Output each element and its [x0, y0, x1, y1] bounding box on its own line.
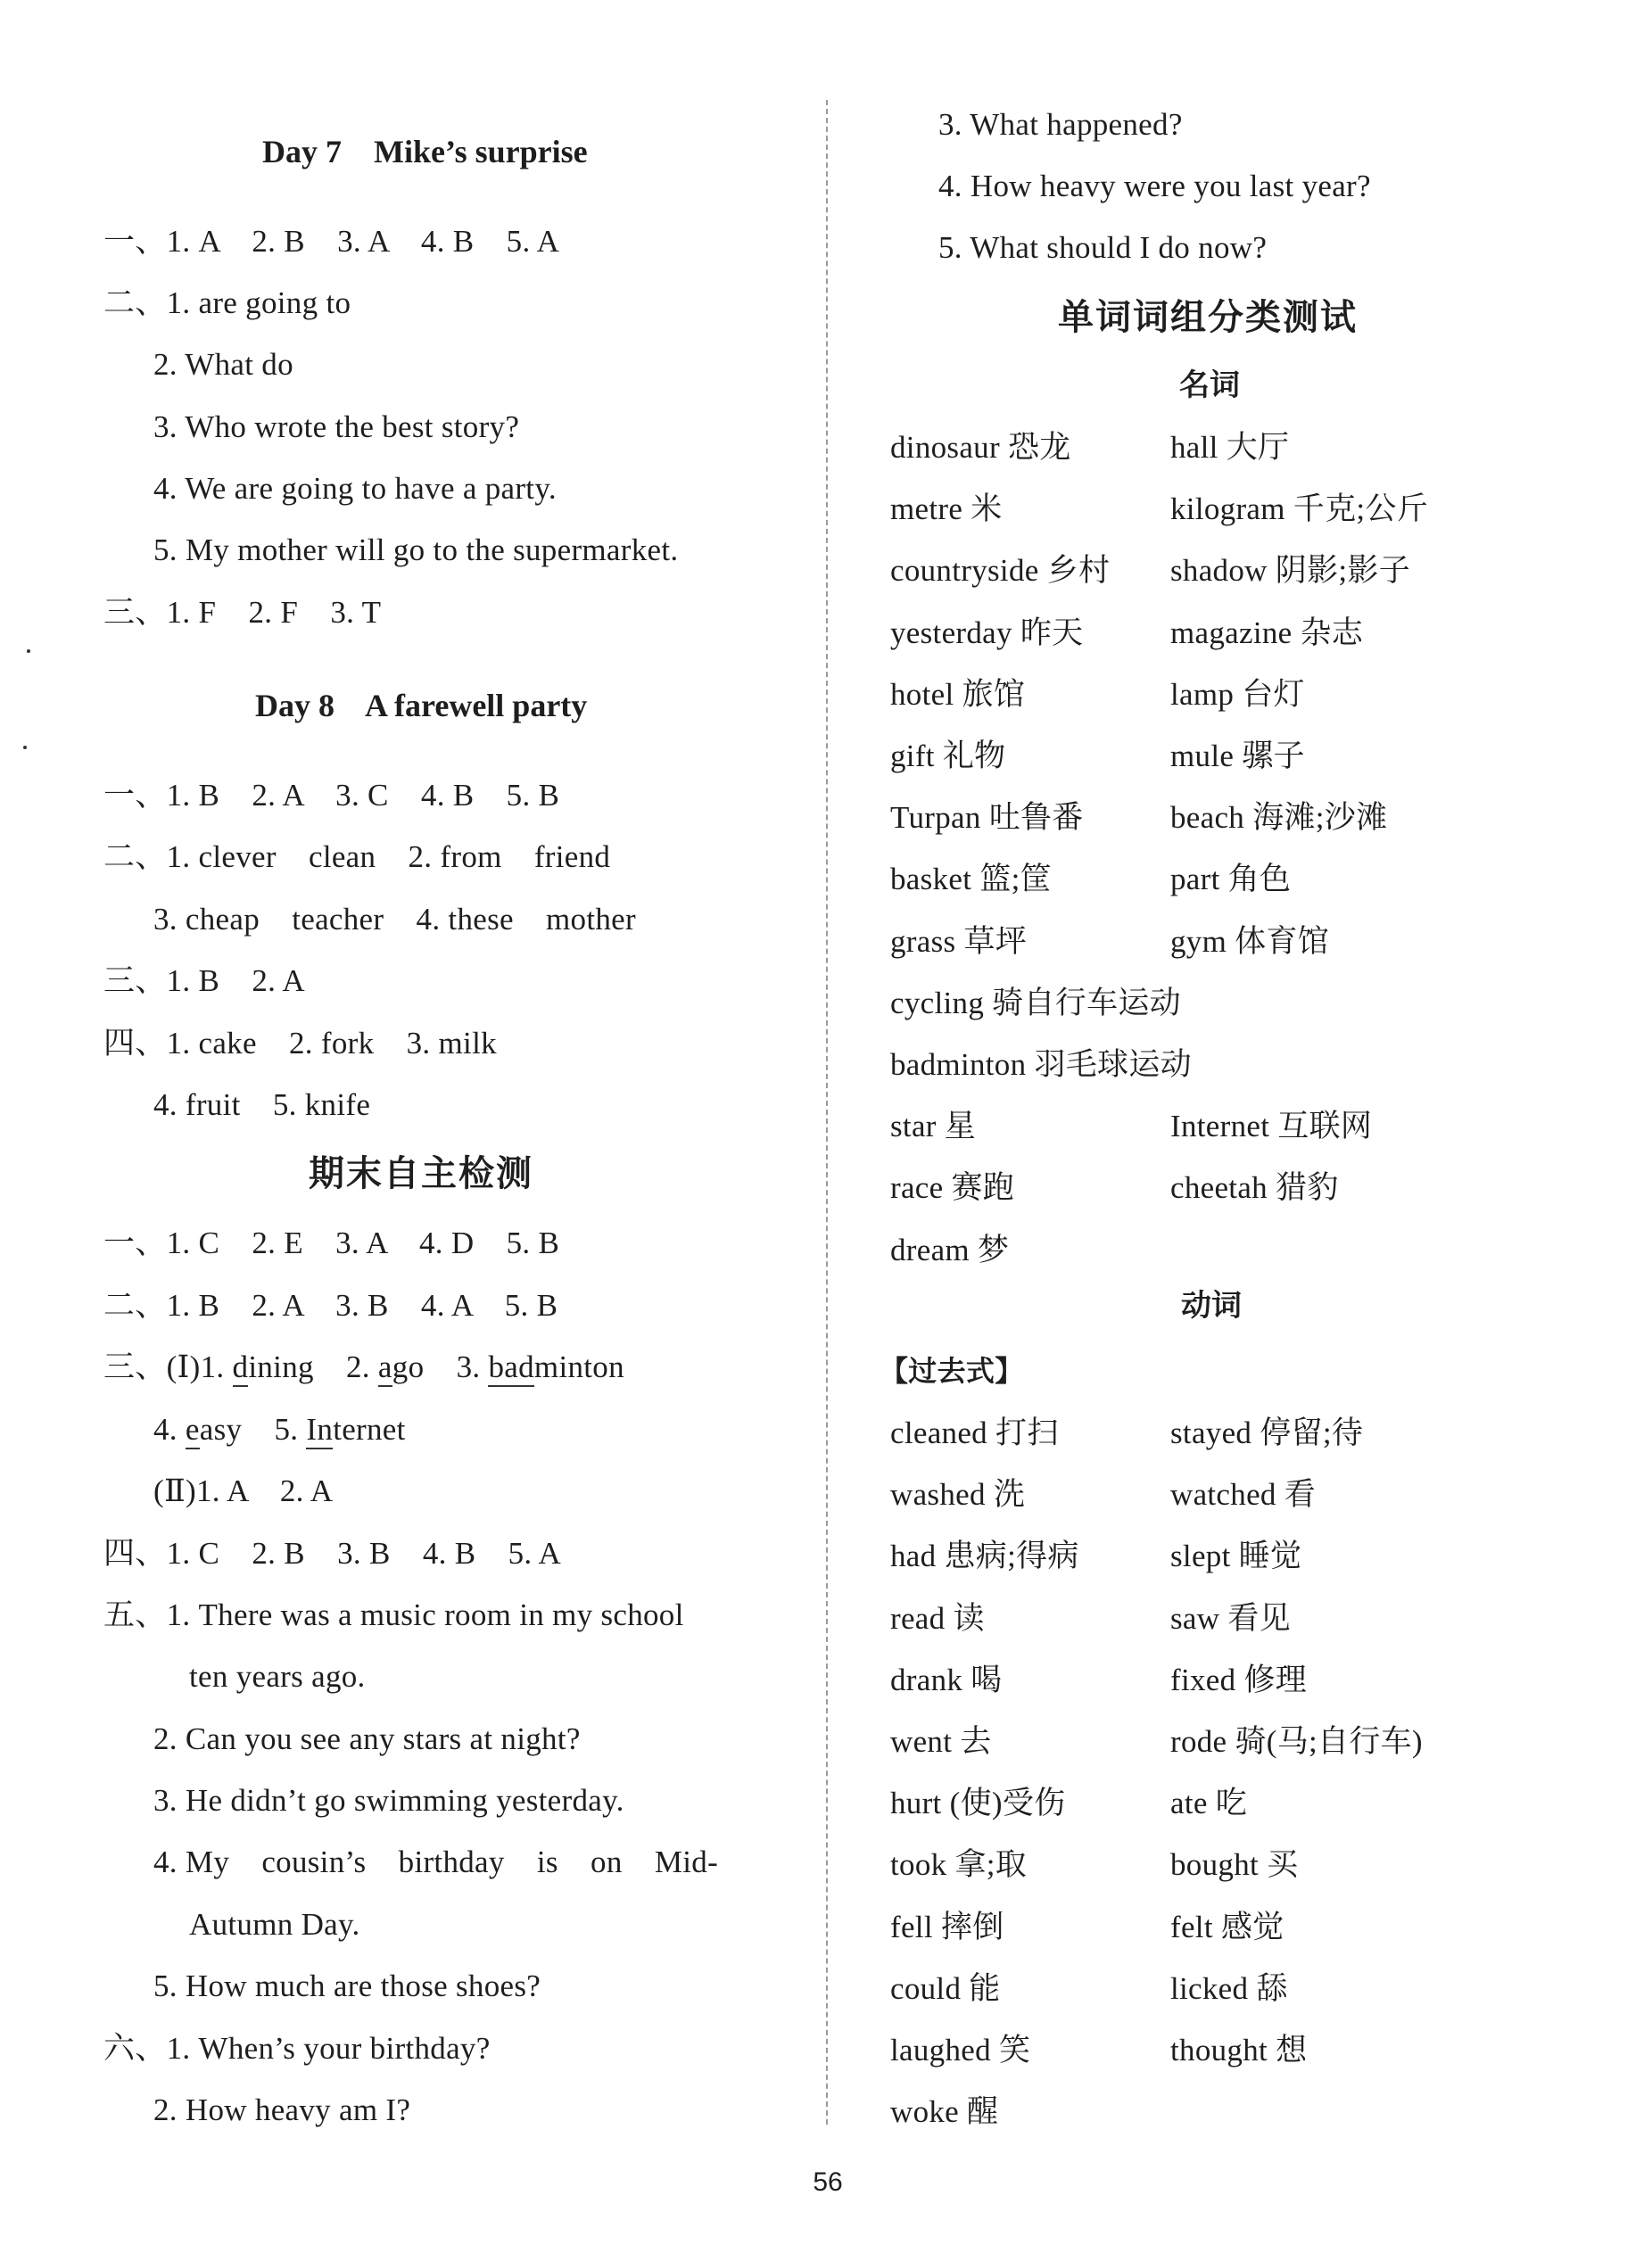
verb-entry: hurt (使)受伤 — [890, 1786, 1066, 1821]
noun-entry: yesterday 昨天 — [890, 615, 1084, 650]
noun-entry: star 星 — [890, 1109, 977, 1144]
noun-entry: dinosaur 恐龙 — [890, 430, 1071, 465]
noun-entry: cycling 骑自行车运动 — [890, 985, 1181, 1020]
verb-entry: felt 感觉 — [1170, 1909, 1284, 1944]
noun-entry: Internet 互联网 — [1170, 1109, 1373, 1144]
verb-entry: went 去 — [890, 1724, 992, 1759]
noun-entry: countryside 乡村 — [890, 553, 1111, 589]
verb-entry: drank 喝 — [890, 1662, 1003, 1697]
noun-entry: gift 礼物 — [890, 739, 1006, 773]
noun-entry: beach 海滩;沙滩 — [1170, 800, 1388, 836]
noun-entry: part 角色 — [1170, 862, 1292, 897]
final-section-3-part-1-line-1: 三、(Ⅰ)1. dining 2. ago 3. badminton — [103, 1348, 624, 1387]
noun-entry: lamp 台灯 — [1170, 676, 1305, 712]
noun-entry: hotel 旅馆 — [890, 676, 1026, 712]
verb-entry: washed 洗 — [890, 1477, 1026, 1513]
margin-mark — [23, 746, 27, 749]
verb-entry: laughed 笑 — [890, 2033, 1031, 2068]
noun-entry: race 赛跑 — [890, 1170, 1015, 1206]
final-section-5-item-4-cont: Autumn Day. — [189, 1907, 360, 1942]
verb-entry: cleaned 打扫 — [890, 1416, 1059, 1450]
verb-entry: had 患病;得病 — [890, 1539, 1079, 1574]
day8-section-4-line-1: 四、1. cake 2. fork 3. milk — [103, 1026, 497, 1061]
day7-section-2-item-1: 二、1. are going to — [103, 285, 351, 320]
noun-entry: grass 草坪 — [890, 923, 1028, 959]
verb-entry: bought 买 — [1170, 1847, 1299, 1883]
verb-entry: rode 骑(马;自行车) — [1170, 1724, 1423, 1759]
final-section-6-item-2: 2. How heavy am I? — [153, 2092, 411, 2127]
final-section-5-item-1: 五、1. There was a music room in my school — [103, 1597, 684, 1632]
final-section-1: 一、1. C 2. E 3. A 4. D 5. B — [103, 1226, 560, 1260]
day7-section-2-item-4: 4. We are going to have a party. — [153, 471, 557, 506]
final-section-5-item-3: 3. He didn’t go swimming yesterday. — [153, 1783, 624, 1818]
vocab-test-title: 单词词组分类测试 — [1058, 297, 1358, 338]
noun-entry: Turpan 吐鲁番 — [890, 800, 1084, 836]
day8-section-1: 一、1. B 2. A 3. C 4. B 5. B — [103, 778, 560, 813]
noun-entry: magazine 杂志 — [1170, 615, 1364, 650]
day7-section-1: 一、1. A 2. B 3. A 4. B 5. A — [103, 224, 560, 259]
final-section-5-item-5: 5. How much are those shoes? — [153, 1969, 541, 2003]
day7-section-2-item-2: 2. What do — [153, 347, 293, 382]
noun-entry: dream 梦 — [890, 1232, 1010, 1267]
final-test-title: 期末自主检测 — [309, 1153, 533, 1194]
day7-section-3: 三、1. F 2. F 3. T — [103, 595, 382, 630]
verb-entry: could 能 — [890, 1970, 1001, 2006]
continued-item-4: 4. How heavy were you last year? — [938, 169, 1371, 203]
day8-section-4-line-2: 4. fruit 5. knife — [153, 1087, 371, 1122]
noun-entry: mule 骡子 — [1170, 739, 1305, 773]
noun-entry: shadow 阴影;影子 — [1170, 553, 1411, 589]
noun-entry: gym 体育馆 — [1170, 923, 1330, 959]
noun-entry: kilogram 千克;公斤 — [1170, 491, 1429, 527]
margin-mark — [27, 649, 30, 653]
final-section-5-item-1-cont: ten years ago. — [189, 1659, 366, 1694]
verb-entry: thought 想 — [1170, 2033, 1308, 2068]
day8-section-2-line-2: 3. cheap teacher 4. these mother — [153, 902, 636, 937]
noun-entry: metre 米 — [890, 491, 1003, 527]
continued-item-3: 3. What happened? — [938, 107, 1183, 142]
final-section-3-part-1-line-2: 4. easy 5. Internet — [153, 1410, 406, 1449]
verb-entry: watched 看 — [1170, 1477, 1317, 1513]
nouns-title: 名词 — [1179, 367, 1240, 403]
verb-entry: saw 看见 — [1170, 1600, 1291, 1636]
past-tense-label: 【过去式】 — [880, 1354, 1024, 1388]
day8-section-3: 三、1. B 2. A — [103, 963, 305, 998]
final-section-2: 二、1. B 2. A 3. B 4. A 5. B — [103, 1288, 558, 1323]
noun-entry: badminton 羽毛球运动 — [890, 1047, 1192, 1082]
verb-entry: fixed 修理 — [1170, 1662, 1308, 1697]
final-section-3-part-2: (Ⅱ)1. A 2. A — [153, 1473, 334, 1508]
final-section-4: 四、1. C 2. B 3. B 4. B 5. A — [103, 1536, 562, 1571]
day7-section-2-item-5: 5. My mother will go to the supermarket. — [153, 532, 679, 567]
page-number: 56 — [813, 2167, 843, 2197]
verb-entry: took 拿;取 — [890, 1847, 1028, 1883]
verb-entry: slept 睡觉 — [1170, 1539, 1302, 1574]
verb-entry: stayed 停留;待 — [1170, 1416, 1364, 1450]
final-section-5-item-2: 2. Can you see any stars at night? — [153, 1721, 581, 1756]
day8-section-2-line-1: 二、1. clever clean 2. from friend — [103, 839, 611, 874]
verb-entry: read 读 — [890, 1600, 985, 1636]
verb-entry: licked 舔 — [1170, 1970, 1288, 2006]
final-section-5-item-4: 4. My cousin’s birthday is on Mid- — [153, 1845, 719, 1879]
noun-entry: cheetah 猎豹 — [1170, 1170, 1339, 1206]
noun-entry: hall 大厅 — [1170, 430, 1290, 465]
noun-entry: basket 篮;筐 — [890, 862, 1052, 897]
verbs-title: 动词 — [1181, 1288, 1242, 1324]
continued-item-5: 5. What should I do now? — [938, 230, 1268, 265]
verb-entry: woke 醒 — [890, 2094, 999, 2130]
day7-section-2-item-3: 3. Who wrote the best story? — [153, 409, 520, 444]
verb-entry: ate 吃 — [1170, 1786, 1248, 1821]
verb-entry: fell 摔倒 — [890, 1909, 1004, 1944]
column-divider — [826, 100, 828, 2125]
final-section-6-item-1: 六、1. When’s your birthday? — [103, 2031, 491, 2066]
day7-title: Day 7 Mike’s surprise — [262, 134, 588, 169]
day8-title: Day 8 A farewell party — [255, 688, 588, 723]
